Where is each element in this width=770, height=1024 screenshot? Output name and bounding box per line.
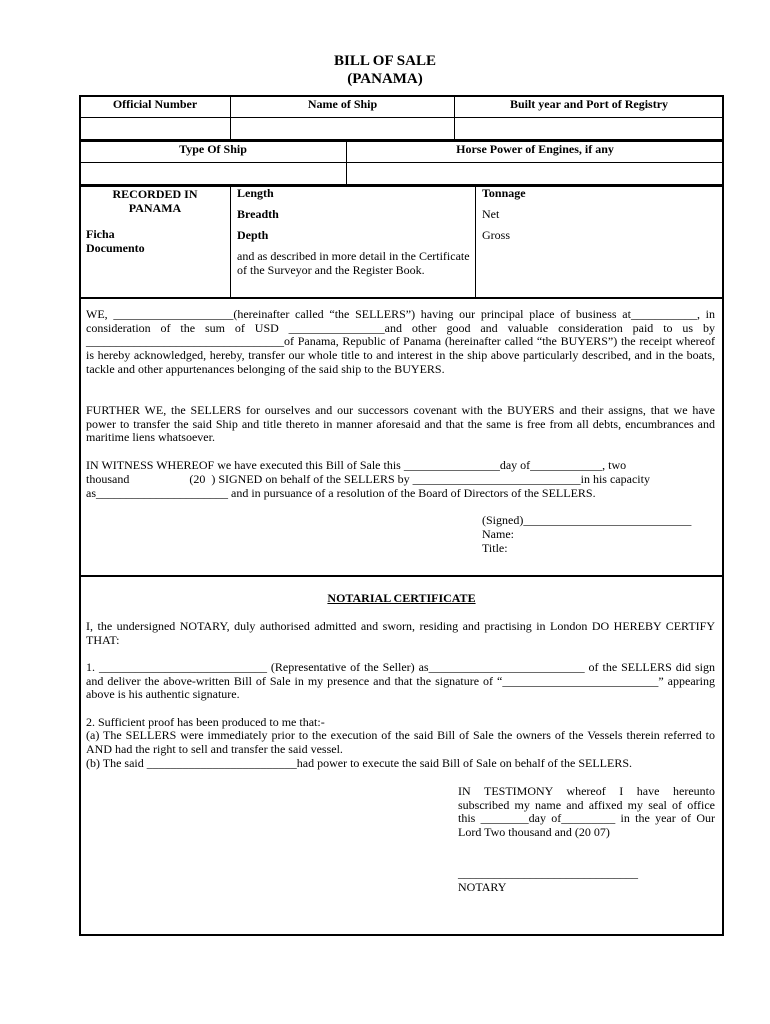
divider	[80, 575, 723, 577]
built-year-field[interactable]	[457, 119, 721, 139]
divider	[80, 162, 723, 163]
witness-line-1: IN WITNESS WHEREOF we have executed this Bill of Sale this ________________day of____________, two	[86, 458, 627, 472]
document-subtitle: (PANAMA)	[347, 71, 423, 87]
testimony-paragraph: IN TESTIMONY whereof I have hereunto subscribed my name and affixed my seal of office this ________day of_________ in the year of Our Lord Two thousand and (20 07)	[458, 784, 715, 840]
ficha-label: Ficha	[86, 227, 115, 241]
recorded-in-label: RECORDED IN	[112, 187, 198, 201]
certify-item-1: 1. ____________________________ (Representative of the Seller) as__________________________ of the SELLERS did sign and deliver the above-written Bill of Sale in my presence and that the signature of “__________________________” appearing above is his authentic signature.	[86, 660, 715, 702]
breadth-label: Breadth	[237, 207, 279, 221]
certify-item-2: 2. Sufficient proof has been produced to me that:-	[86, 715, 325, 729]
certify-item-2b: (b) The said _________________________had power to execute the said Bill of Sale on behalf of the SELLERS.	[86, 756, 633, 770]
built-year-label: Built year and Port of Registry	[509, 97, 669, 111]
document-title: BILL OF SALE	[334, 53, 436, 69]
length-label: Length	[237, 186, 274, 200]
signed-line: (Signed)____________________________	[482, 513, 692, 527]
gross-label: Gross	[482, 228, 511, 242]
signer-name-label: Name:	[482, 527, 514, 541]
signer-title-label: Title:	[482, 541, 508, 555]
tonnage-label: Tonnage	[482, 186, 526, 200]
panama-label: PANAMA	[128, 201, 182, 215]
official-number-label: Official Number	[112, 97, 198, 111]
divider	[475, 186, 476, 298]
divider	[230, 186, 231, 298]
horse-power-field[interactable]	[349, 164, 721, 184]
covenant-paragraph: FURTHER WE, the SELLERS for ourselves and our successors covenant with the BUYERS and their assigns, that we have power to transfer the said Ship and title thereto in manner aforesaid and that the same is free from all debts, encumbrances and maritime liens whatsoever.	[86, 403, 715, 445]
notary-signature-line: ______________________________	[458, 866, 638, 880]
witness-line-3: as______________________ and in pursuance of a resolution of the Board of Directors of the SELLERS.	[86, 486, 596, 500]
depth-label: Depth	[237, 228, 269, 242]
type-of-ship-field[interactable]	[82, 164, 344, 184]
divider	[80, 297, 723, 299]
described-note: and as described in more detail in the Certificate of the Surveyor and the Register Book.	[237, 249, 470, 277]
official-number-field[interactable]	[82, 119, 228, 139]
documento-label: Documento	[86, 241, 145, 255]
type-of-ship-label: Type Of Ship	[179, 142, 247, 156]
witness-line-2: thousand (20 ) SIGNED on behalf of the SELLERS by ____________________________in his capacity	[86, 472, 650, 486]
name-of-ship-field[interactable]	[233, 119, 452, 139]
divider	[80, 117, 723, 118]
net-label: Net	[482, 207, 500, 221]
sale-paragraph: WE, ____________________(hereinafter called “the SELLERS”) having our principal place of business at___________, in consideration of the sum of USD ________________and other good and valuable consideration paid to us by _________________________________of Panama, Republic of Panama (hereinafter called “the BUYERS”) the receipt whereof is hereby acknowledged, hereby, transfer our whole title to and interest in the ship above particularly described, and in the boats, tackle and other appurtenances belonging of the said ship to the BUYERS.	[86, 307, 715, 376]
notary-intro: I, the undersigned NOTARY, duly authorised admitted and sworn, residing and practising in London DO HEREBY CERTIFY THAT:	[86, 619, 715, 647]
name-of-ship-label: Name of Ship	[307, 97, 378, 111]
notary-label: NOTARY	[458, 880, 507, 894]
horse-power-label: Horse Power of Engines, if any	[456, 142, 614, 156]
notarial-heading: NOTARIAL CERTIFICATE	[327, 591, 476, 605]
certify-item-2a: (a) The SELLERS were immediately prior to the execution of the said Bill of Sale the owners of the Vessels therein referred to AND had the right to sell and transfer the said vessel.	[86, 728, 715, 756]
